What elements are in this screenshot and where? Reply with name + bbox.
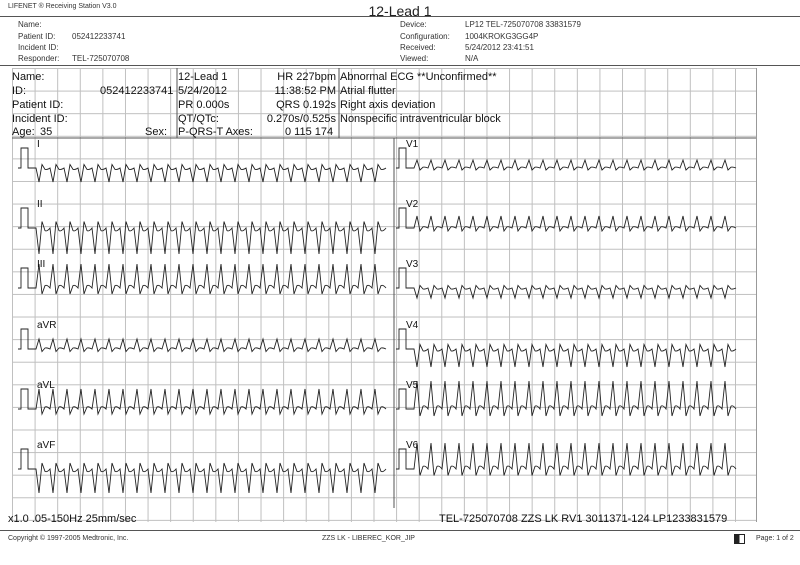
ecg-id-value: 052412233741: [100, 85, 174, 97]
ecg-lead-title: 12-Lead 1: [178, 71, 228, 83]
ecg-trace-ii: [18, 208, 386, 254]
ecg-sex-label: Sex:: [145, 126, 168, 138]
header-received-label: Received:: [400, 43, 436, 52]
ecg-trace-i: [18, 148, 386, 182]
interpretation-line-4: Nonspecific intraventricular block: [340, 113, 501, 125]
ecg-trace-v5: [396, 381, 736, 416]
ecg-pr: PR 0.000s: [178, 99, 230, 111]
page-toggle-icon[interactable]: [734, 534, 745, 544]
header-responder-value: TEL-725070708: [72, 54, 130, 63]
station-name: ZZS LK - LIBEREC_KOR_JIP: [322, 535, 415, 542]
ecg-trace-avf: [18, 449, 386, 493]
ecg-incident-id-label: Incident ID:: [12, 113, 68, 125]
lead-label-i: I: [37, 139, 40, 150]
ecg-id-label: ID:: [12, 85, 27, 97]
header-device-label: Device:: [400, 20, 427, 29]
header-viewed-value: N/A: [465, 54, 479, 63]
lead-label-v2: V2: [406, 199, 419, 210]
header-rule: [0, 16, 800, 17]
ecg-trace-avl: [18, 389, 386, 414]
ecg-age-value: 35: [40, 126, 53, 138]
lead-label-v3: V3: [406, 259, 419, 270]
ecg-date: 5/24/2012: [178, 85, 227, 97]
lead-label-v6: V6: [406, 440, 419, 451]
lead-label-v4: V4: [406, 320, 419, 331]
ecg-trace-v4: [396, 329, 736, 367]
ecg-trace-v3: [396, 268, 736, 298]
ecg-axes-value: 0 115 174: [285, 126, 334, 138]
header-incident-id-label: Incident ID:: [18, 43, 59, 52]
lead-label-iii: III: [37, 259, 46, 270]
ecg-age-label: Age:: [12, 126, 35, 138]
ecg-trace-v1: [396, 148, 736, 170]
ecg-trace-v2: [396, 208, 736, 231]
ecg-qrs: QRS 0.192s: [276, 99, 336, 111]
ecg-time: 11:38:52 PM: [274, 85, 336, 97]
footer-device-info: TEL-725070708 ZZS LK RV1 3011371-124 LP1233831579: [439, 513, 728, 525]
lead-label-v5: V5: [406, 380, 419, 391]
copyright: Copyright © 1997-2005 Medtronic, Inc.: [8, 535, 129, 542]
lead-label-avl: aVL: [37, 380, 55, 391]
ecg-axes-label: P-QRS-T Axes:: [178, 126, 253, 138]
ecg-trace-iii: [18, 264, 386, 294]
header-configuration-value: 1004KROKG3GG4P: [465, 32, 539, 41]
header-configuration-label: Configuration:: [400, 32, 450, 41]
lead-label-avf: aVF: [37, 440, 56, 451]
ecg-patient-id-label: Patient ID:: [12, 99, 64, 111]
ecg-name-label: Name:: [12, 71, 45, 83]
interpretation-line-3: Right axis deviation: [340, 99, 436, 111]
app-title: LIFENET ® Receiving Station V3.0: [8, 3, 117, 10]
header-patient-id-value: 052412233741: [72, 32, 126, 41]
header-received-value: 5/24/2012 23:41:51: [465, 43, 534, 52]
ecg-grid-paper: [8, 68, 757, 525]
ecg-qtqtc-label: QT/QTc:: [178, 113, 219, 125]
ecg-trace-v6: [396, 443, 736, 476]
footer-rule: [0, 530, 800, 531]
header-bottom-rule: [0, 65, 800, 66]
interpretation-line-2: Atrial flutter: [340, 85, 396, 97]
lead-label-v1: V1: [406, 139, 419, 150]
ecg-traces: [12, 68, 756, 522]
interpretation-line-1: Abnormal ECG **Unconfirmed**: [340, 71, 497, 83]
header-responder-label: Responder:: [18, 54, 60, 63]
lead-label-ii: II: [37, 199, 43, 210]
header-device-value: LP12 TEL-725070708 33831579: [465, 20, 581, 29]
footer-calibration: x1.0 .05-150Hz 25mm/sec: [8, 513, 137, 525]
document-title: 12-Lead 1: [368, 3, 432, 19]
header-name-label: Name:: [18, 20, 42, 29]
page-indicator: Page: 1 of 2: [756, 535, 794, 542]
ecg-trace-avr: [18, 329, 386, 352]
header-viewed-label: Viewed:: [400, 54, 429, 63]
lead-label-avr: aVR: [37, 320, 57, 331]
header-patient-id-label: Patient ID:: [18, 32, 56, 41]
ecg-heart-rate: HR 227bpm: [277, 71, 336, 83]
ecg-qtqtc-value: 0.270s/0.525s: [266, 113, 336, 125]
